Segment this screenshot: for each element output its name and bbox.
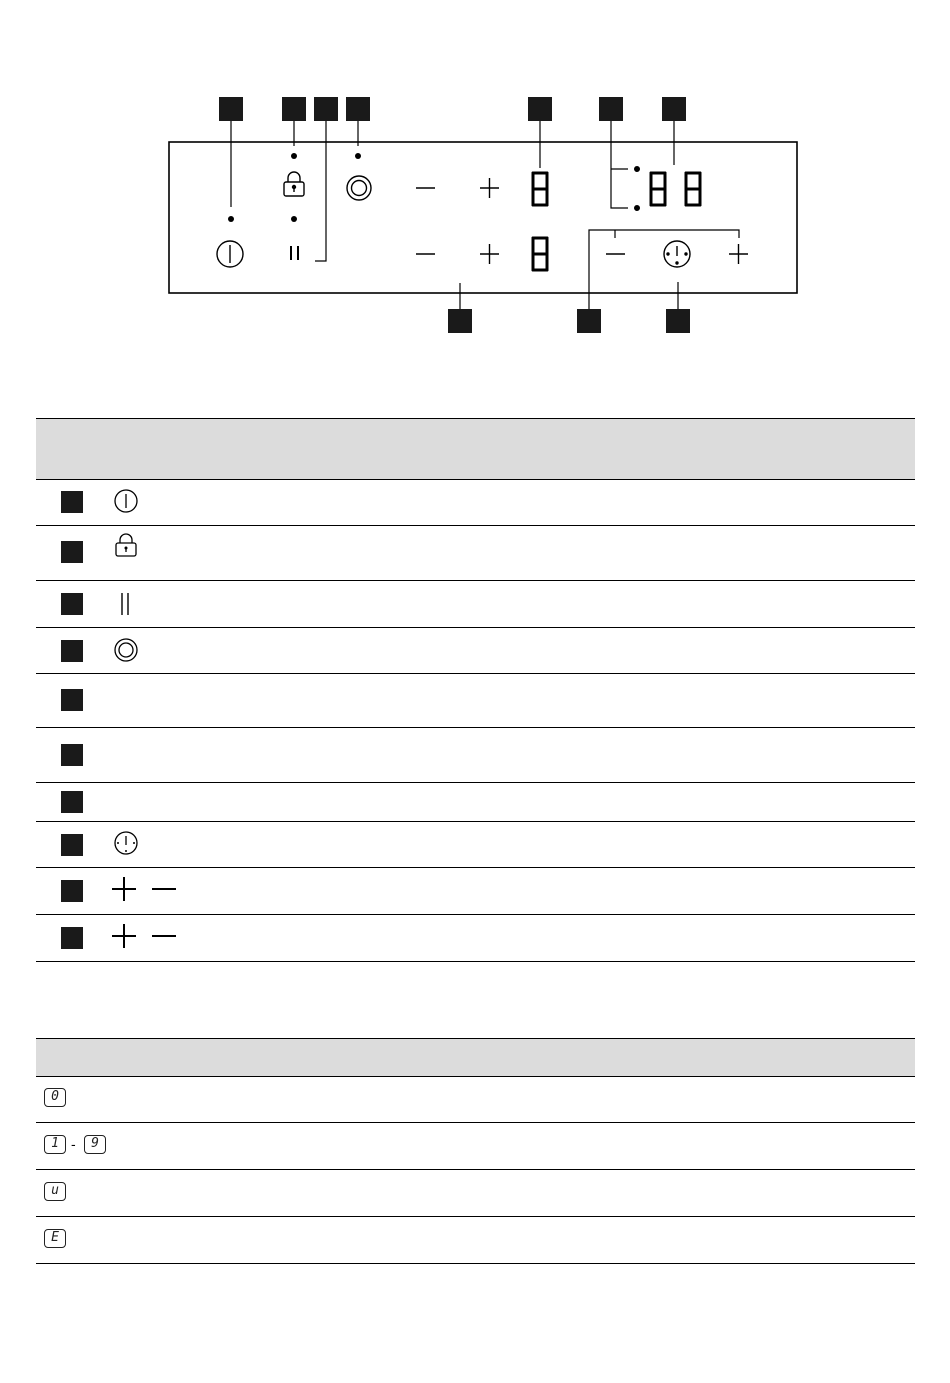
- pause-icon[interactable]: [291, 246, 298, 260]
- table-row: [36, 674, 915, 728]
- controls-table-header: [36, 418, 915, 480]
- display-table: [36, 1038, 915, 1264]
- panel-frame: [169, 142, 797, 293]
- zone-top-controls[interactable]: [416, 178, 499, 198]
- callout-marker: [61, 927, 83, 949]
- display-table-header: [36, 1038, 915, 1077]
- lock-icon: [114, 533, 138, 559]
- callout-marker: [61, 593, 83, 615]
- pause-icon: [116, 591, 136, 617]
- leader-lines: [231, 121, 739, 309]
- table-row: [36, 1123, 915, 1170]
- callout-marker: [61, 834, 83, 856]
- table-row: [36, 526, 915, 581]
- display-symbol: u: [44, 1182, 66, 1201]
- display-symbol: E: [44, 1229, 66, 1248]
- table-row: [36, 1076, 915, 1123]
- table-row: [36, 822, 915, 868]
- callout-marker: [61, 689, 83, 711]
- table-row: [36, 783, 915, 822]
- zone-bottom-controls[interactable]: [416, 244, 499, 264]
- table-row: [36, 728, 915, 783]
- timer-icon: [113, 830, 139, 856]
- plus-minus-icon: [112, 876, 178, 902]
- callout-markers-bottom: [448, 309, 690, 333]
- callout-marker: [61, 640, 83, 662]
- controls-table: [36, 418, 915, 961]
- table-row: [36, 581, 915, 628]
- table-row: [36, 479, 915, 526]
- plus-minus-icon: [112, 923, 178, 949]
- callout-marker: [61, 791, 83, 813]
- boost-ring-icon[interactable]: [347, 176, 371, 200]
- table-row: [36, 1170, 915, 1217]
- lock-icon[interactable]: [284, 172, 304, 196]
- table-row: [36, 1217, 915, 1264]
- table-row: [36, 628, 915, 674]
- range-dash: -: [71, 1136, 76, 1152]
- zone-front-display: [533, 173, 547, 205]
- callout-marker: [61, 541, 83, 563]
- timer-display: [651, 173, 700, 205]
- timer-icon[interactable]: [664, 241, 690, 267]
- zone-rear-display: [533, 238, 547, 270]
- boost-ring-icon: [113, 637, 139, 663]
- callout-marker: [61, 880, 83, 902]
- power-icon: [113, 488, 139, 514]
- display-symbol: 1: [44, 1135, 66, 1154]
- control-panel-diagram: [0, 0, 950, 360]
- table-row: [36, 915, 915, 962]
- display-symbol: 9: [84, 1135, 106, 1154]
- callout-markers-top: [219, 97, 686, 121]
- power-icon[interactable]: [217, 241, 243, 267]
- display-symbol: 0: [44, 1088, 66, 1107]
- callout-marker: [61, 744, 83, 766]
- table-row: [36, 868, 915, 915]
- callout-marker: [61, 491, 83, 513]
